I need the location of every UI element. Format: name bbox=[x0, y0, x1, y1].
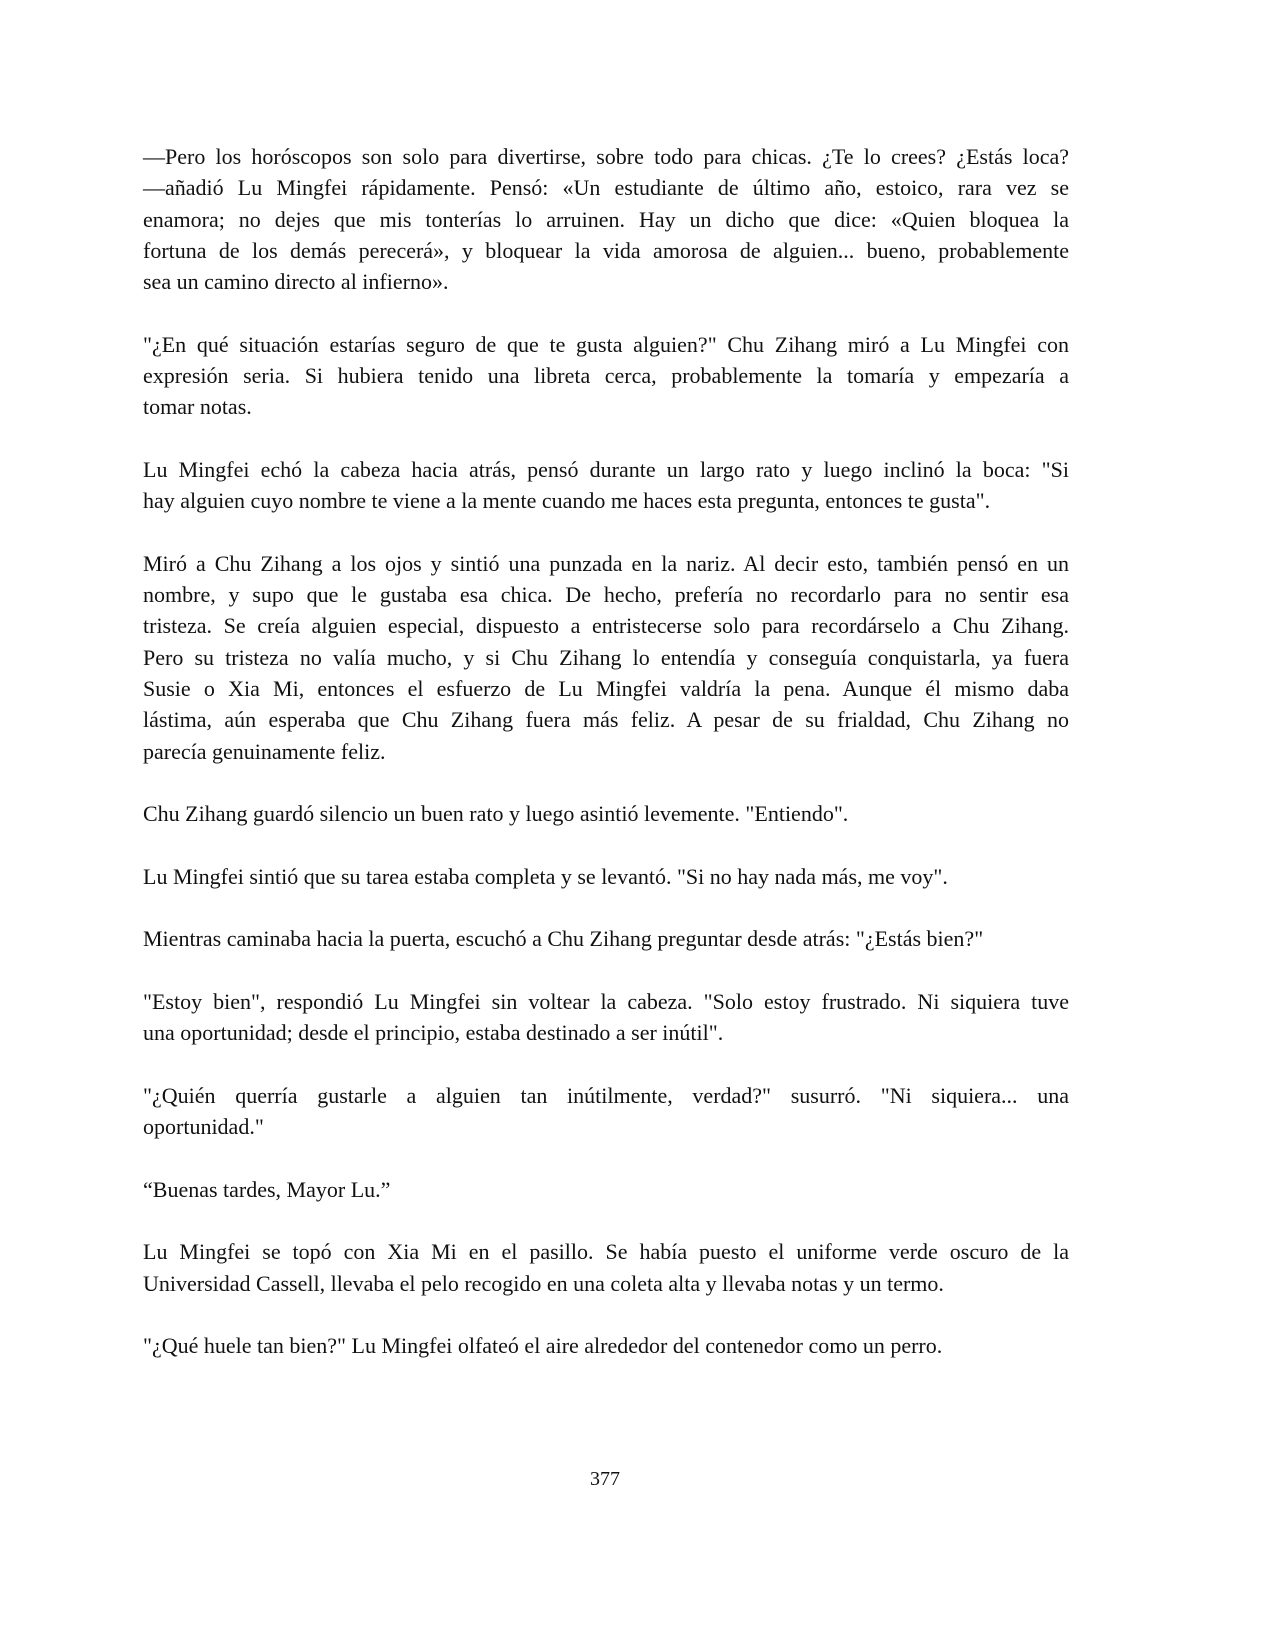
text-line: Pero su tristeza no valía mucho, y si Chu Zihang lo entendía y conseguía conquistarla, ya fuera bbox=[143, 644, 1069, 670]
paragraph bbox=[143, 141, 1069, 297]
paragraph bbox=[143, 986, 1069, 1049]
paragraph bbox=[143, 454, 1069, 517]
text-line: oportunidad." bbox=[143, 1114, 264, 1140]
text-line: sea un camino directo al infierno». bbox=[143, 269, 449, 295]
text-line: nombre, y supo que le gustaba esa chica. De hecho, prefería no recordarlo para no sentir esa bbox=[143, 582, 1069, 608]
text-line: expresión seria. Si hubiera tenido una libreta cerca, probablemente la tomaría y empezaría a bbox=[143, 363, 1069, 389]
paragraph bbox=[143, 798, 1069, 829]
text-line: "¿Quién querría gustarle a alguien tan inútilmente, verdad?" susurró. "Ni siquiera... una bbox=[143, 1082, 1069, 1108]
text-line: Lu Mingfei sintió que su tarea estaba completa y se levantó. "Si no hay nada más, me voy". bbox=[143, 863, 948, 889]
text-line: —Pero los horóscopos son solo para divertirse, sobre todo para chicas. ¿Te lo crees? ¿Estás loca? bbox=[143, 144, 1069, 169]
paragraph bbox=[143, 1174, 1069, 1205]
text-line: Lu Mingfei se topó con Xia Mi en el pasillo. Se había puesto el uniforme verde oscuro de la bbox=[143, 1239, 1069, 1265]
text-line: hay alguien cuyo nombre te viene a la mente cuando me haces esta pregunta, entonces te gusta". bbox=[143, 488, 991, 514]
text-line: enamora; no dejes que mis tonterías lo arruinen. Hay un dicho que dice: «Quien bloquea la bbox=[143, 206, 1069, 232]
paragraph bbox=[143, 1236, 1069, 1299]
text-line: una oportunidad; desde el principio, estaba destinado a ser inútil". bbox=[143, 1020, 724, 1046]
text-line: tristeza. Se creía alguien especial, dispuesto a entristecerse solo para recordárselo a Chu Zihang. bbox=[143, 613, 1069, 639]
text-line: Susie o Xia Mi, entonces el esfuerzo de Lu Mingfei valdría la pena. Aunque él mismo daba bbox=[143, 676, 1069, 702]
text-line: fortuna de los demás perecerá», y bloquear la vida amorosa de alguien... bueno, probablemente bbox=[143, 237, 1069, 263]
paragraph bbox=[143, 861, 1069, 892]
text-line: lástima, aún esperaba que Chu Zihang fuera más feliz. A pesar de su frialdad, Chu Zihang no bbox=[143, 707, 1069, 733]
text-line: "Estoy bien", respondió Lu Mingfei sin voltear la cabeza. "Solo estoy frustrado. Ni siquiera tuve bbox=[143, 989, 1069, 1015]
text-line: tomar notas. bbox=[143, 394, 252, 420]
text-line: Lu Mingfei echó la cabeza hacia atrás, pensó durante un largo rato y luego inclinó la boca: "Si bbox=[143, 456, 1069, 482]
text-line: "¿Qué huele tan bien?" Lu Mingfei olfateó el aire alrededor del contenedor como un perro. bbox=[143, 1333, 943, 1359]
page-number: 377 bbox=[590, 1468, 620, 1490]
paragraph bbox=[143, 548, 1069, 767]
text-line: Mientras caminaba hacia la puerta, escuchó a Chu Zihang preguntar desde atrás: "¿Estás bien?" bbox=[143, 926, 984, 952]
text-line: parecía genuinamente feliz. bbox=[143, 738, 386, 764]
text-line: "¿En qué situación estarías seguro de que te gusta alguien?" Chu Zihang miró a Lu Mingfei con bbox=[143, 331, 1069, 357]
page-body bbox=[143, 141, 1069, 1393]
text-line: Chu Zihang guardó silencio un buen rato y luego asintió levemente. "Entiendo". bbox=[143, 801, 849, 827]
paragraph bbox=[143, 1330, 1069, 1361]
text-line: “Buenas tardes, Mayor Lu.” bbox=[143, 1176, 391, 1202]
text-line: —añadió Lu Mingfei rápidamente. Pensó: «Un estudiante de último año, estoico, rara vez se bbox=[143, 175, 1069, 201]
text-line: Universidad Cassell, llevaba el pelo recogido en una coleta alta y llevaba notas y un termo. bbox=[143, 1270, 944, 1296]
paragraph bbox=[143, 329, 1069, 423]
paragraph bbox=[143, 923, 1069, 954]
paragraph bbox=[143, 1080, 1069, 1143]
text-line: Miró a Chu Zihang a los ojos y sintió una punzada en la nariz. Al decir esto, también pensó en un bbox=[143, 550, 1069, 576]
